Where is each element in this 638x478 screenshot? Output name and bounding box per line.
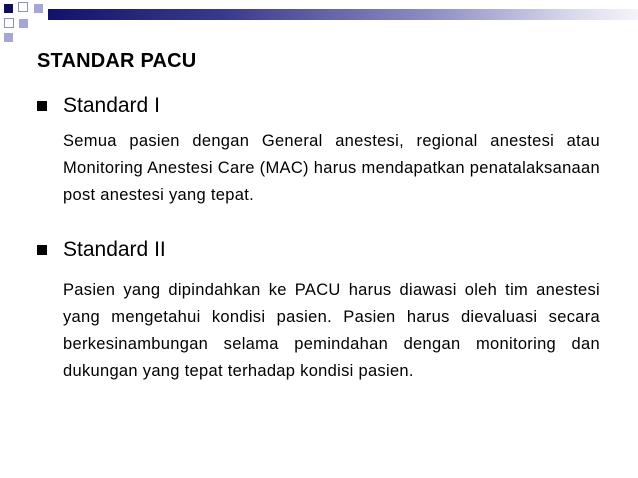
- standard-2-label: Standard II: [63, 238, 166, 261]
- square-bullet-icon: [37, 101, 47, 111]
- slide-title: STANDAR PACU: [37, 50, 197, 72]
- decor-square-dark: [4, 4, 13, 13]
- standard-1-label: Standard I: [63, 94, 160, 117]
- decor-square-outline: [4, 18, 14, 28]
- standard-1-text: Semua pasien dengan General anestesi, regional anestesi atau Monitoring Anestesi Care (MAC) harus mendapatkan penatalaksanaan post anestesi yang tepat.: [63, 132, 600, 204]
- decor-square-light: [19, 19, 28, 28]
- standard-2-text: Pasien yang dipindahkan ke PACU harus diawasi oleh tim anestesi yang mengetahui kondisi pasien. Pasien harus dievaluasi secara berkesinambungan selama pemindahan dengan monitoring dan dukungan yang tepat terhadap kondisi pasien.: [63, 281, 600, 380]
- decor-square-light: [4, 33, 13, 42]
- decor-square-outline: [18, 2, 28, 12]
- square-bullet-icon: [37, 245, 47, 255]
- decor-square-light: [34, 4, 43, 13]
- header-gradient-bar: [48, 9, 638, 20]
